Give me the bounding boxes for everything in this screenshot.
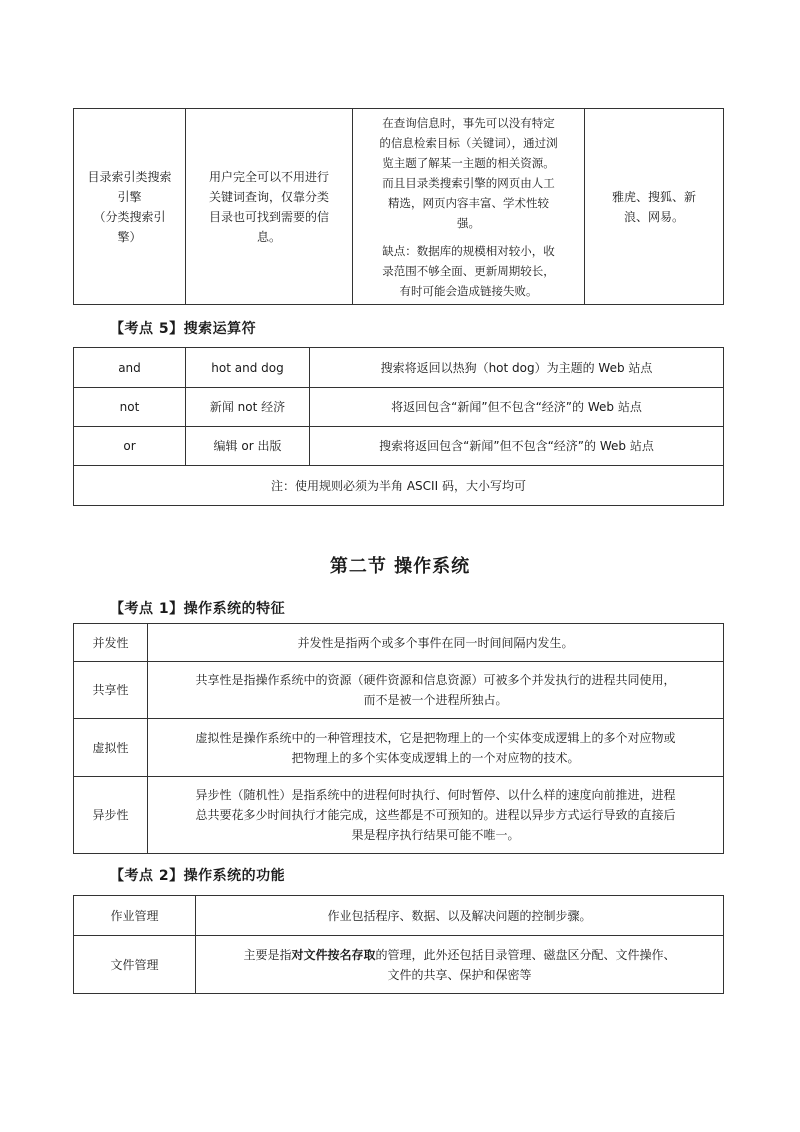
engine-feature-cell bbox=[186, 109, 353, 305]
table-row bbox=[74, 388, 724, 427]
text-line: 果是程序执行结果可能不唯一。 bbox=[351, 828, 520, 842]
drawback-paragraph bbox=[354, 241, 583, 301]
engine-example-cell bbox=[585, 109, 724, 305]
text-line: 虚拟性是操作系统中的一种管理技术，它是把物理上的一个实体变成逻辑上的多个对应物或 bbox=[195, 730, 676, 745]
text-run: 主要是指 bbox=[243, 947, 292, 962]
example-cell: 编辑 or 出版 bbox=[186, 427, 310, 466]
term-cell: 共享性 bbox=[74, 662, 148, 719]
definition-cell: 作业包括程序、数据、以及解决问题的控制步骤。 bbox=[196, 896, 724, 936]
text-line: 引擎 bbox=[117, 189, 142, 204]
text-line: 共享性是指操作系统中的资源（硬件资源和信息资源）可被多个并发执行的进程共同使用， bbox=[195, 673, 676, 687]
text-line: 强。 bbox=[457, 215, 480, 230]
example-cell: hot and dog bbox=[186, 348, 310, 388]
text-line: 览主题了解某一主题的相关资源。 bbox=[382, 155, 555, 170]
operator-cell: and bbox=[74, 348, 186, 388]
text-line: 目录也可找到需要的信 bbox=[208, 209, 329, 224]
kaodian1-heading: 【考点 1】操作系统的特征 bbox=[110, 601, 286, 617]
engine-description-cell bbox=[353, 109, 585, 305]
term-cell: 作业管理 bbox=[74, 896, 196, 936]
text-line: 缺点：数据库的规模相对较小，收 bbox=[382, 243, 555, 258]
table-row bbox=[74, 466, 724, 506]
kaodian2-heading: 【考点 2】操作系统的功能 bbox=[110, 868, 286, 884]
text-line bbox=[197, 945, 722, 965]
term-cell: 虚拟性 bbox=[74, 719, 148, 777]
text-line: 文件的共享、保护和保密等 bbox=[387, 967, 532, 982]
kaodian5-heading: 【考点 5】搜索运算符 bbox=[110, 321, 257, 337]
operator-cell: not bbox=[74, 388, 186, 427]
search-engine-table bbox=[73, 108, 724, 305]
os-feature-table bbox=[73, 623, 724, 854]
text-line: 精选，网页内容丰富、学术性较 bbox=[388, 195, 549, 210]
operator-cell: or bbox=[74, 427, 186, 466]
text-line: 而不是被一个进程所独占。 bbox=[363, 693, 508, 707]
description-cell: 搜索将返回以热狗（hot dog）为主题的 Web 站点 bbox=[310, 348, 724, 388]
table-row bbox=[74, 777, 724, 854]
term-cell: 文件管理 bbox=[74, 936, 196, 994]
text-line: 在查询信息时，事先可以没有特定 bbox=[382, 115, 555, 130]
text-line: 息。 bbox=[256, 229, 281, 244]
description-paragraph bbox=[354, 113, 583, 233]
text-line: 总共要花多少时间执行才能完成，这些都是不可预知的。进程以异步方式运行导致的直接后 bbox=[195, 808, 676, 822]
text-line: 把物理上的多个实体变成逻辑上的一个对应物的技术。 bbox=[291, 750, 580, 765]
text-line: 并发性是指两个或多个事件在同一时间间隔内发生。 bbox=[297, 635, 574, 650]
section-title: 第二节 操作系统 bbox=[329, 556, 471, 577]
search-operator-table bbox=[73, 347, 724, 506]
table-row bbox=[74, 624, 724, 662]
text-line: 浪、网易。 bbox=[623, 209, 684, 224]
description-cell: 将返回包含“新闻”但不包含“经济”的 Web 站点 bbox=[310, 388, 724, 427]
term-cell: 并发性 bbox=[74, 624, 148, 662]
text-line: 擎） bbox=[117, 229, 142, 244]
note-cell: 注：使用规则必须为半角 ASCII 码，大小写均可 bbox=[74, 466, 724, 506]
definition-cell bbox=[196, 936, 724, 994]
table-row bbox=[74, 109, 724, 305]
text-run: 的管理，此外还包括目录管理、磁盘区分配、文件操作、 bbox=[375, 947, 676, 962]
definition-cell bbox=[148, 777, 724, 854]
table-row bbox=[74, 662, 724, 719]
text-line: 而且目录类搜索引擎的网页由人工 bbox=[382, 175, 555, 190]
text-line: 有时可能会造成链接失败。 bbox=[399, 283, 538, 298]
bold-text-run: 对文件按名存取 bbox=[291, 947, 376, 962]
table-row bbox=[74, 348, 724, 388]
example-cell: 新闻 not 经济 bbox=[186, 388, 310, 427]
table-row bbox=[74, 719, 724, 777]
table-row bbox=[74, 936, 724, 994]
table-row bbox=[74, 896, 724, 936]
description-cell: 搜索将返回包含“新闻”但不包含“经济”的 Web 站点 bbox=[310, 427, 724, 466]
text-line: 录范围不够全面、更新周期较长， bbox=[382, 263, 555, 278]
definition-cell bbox=[148, 719, 724, 777]
text-line: 用户完全可以不用进行 bbox=[208, 169, 329, 184]
os-function-table bbox=[73, 895, 724, 994]
text-line: 的信息检索目标（关键词），通过浏 bbox=[379, 135, 558, 150]
text-line: （分类搜索引 bbox=[93, 209, 166, 224]
definition-cell bbox=[148, 624, 724, 662]
text-line: 雅虎、搜狐、新 bbox=[611, 189, 696, 204]
term-cell: 异步性 bbox=[74, 777, 148, 854]
text-line: 异步性（随机性）是指系统中的进程何时执行、何时暂停、以什么样的速度向前推进，进程 bbox=[195, 788, 676, 802]
engine-type-cell bbox=[74, 109, 186, 305]
definition-cell bbox=[148, 662, 724, 719]
text-line: 目录索引类搜索 bbox=[87, 169, 172, 184]
text-line: 关键词查询，仅靠分类 bbox=[208, 189, 329, 204]
table-row bbox=[74, 427, 724, 466]
